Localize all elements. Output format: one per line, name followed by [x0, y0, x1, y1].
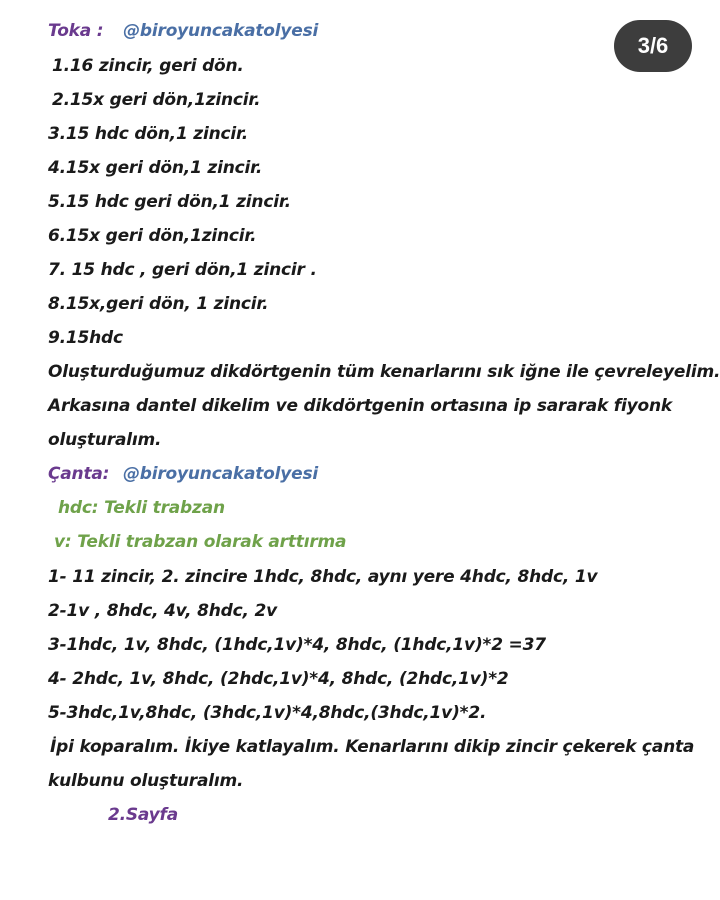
legend-hdc: hdc: Tekli trabzan	[58, 498, 225, 518]
toka-instruction-2: Arkasına dantel dikelim ve dikdörtgenin ortasına ip sararak fiyonk	[48, 396, 672, 416]
canta-heading: Çanta:	[48, 464, 110, 484]
canta-instruction-1: İpi koparalım. İkiye katlayalım. Kenarlarını dikip zincir çekerek çanta	[50, 737, 695, 757]
canta-row-3: 3-1hdc, 1v, 8hdc, (1hdc,1v)*4, 8hdc, (1hdc,1v)*2 =37	[48, 635, 546, 655]
toka-instruction-3: oluşturalım.	[48, 430, 162, 450]
legend-v: v: Tekli trabzan olarak arttırma	[54, 532, 347, 552]
page-label: 2.Sayfa	[108, 805, 179, 825]
toka-row-9: 9.15hdc	[48, 328, 123, 348]
toka-row-7: 7. 15 hdc , geri dön,1 zincir .	[48, 260, 317, 280]
canta-handle: @biroyuncakatolyesi	[122, 464, 319, 484]
toka-heading-line	[48, 20, 318, 42]
canta-row-5: 5-3hdc,1v,8hdc, (3hdc,1v)*4,8hdc,(3hdc,1v)*2.	[48, 703, 487, 723]
canta-instruction-2: kulbunu oluşturalım.	[48, 771, 244, 791]
canta-row-1: 1- 11 zincir, 2. zincire 1hdc, 8hdc, aynı yere 4hdc, 8hdc, 1v	[48, 567, 598, 587]
toka-heading: Toka :	[48, 21, 104, 41]
canta-row-4: 4- 2hdc, 1v, 8hdc, (2hdc,1v)*4, 8hdc, (2hdc,1v)*2	[48, 669, 509, 689]
toka-row-1: 1.16 zincir, geri dön.	[52, 56, 244, 76]
toka-row-8: 8.15x,geri dön, 1 zincir.	[48, 294, 269, 314]
toka-row-3: 3.15 hdc dön,1 zincir.	[48, 124, 249, 144]
canta-row-2: 2-1v , 8hdc, 4v, 8hdc, 2v	[48, 601, 278, 621]
canta-heading-line	[48, 463, 318, 485]
page-indicator-badge: 3/6	[614, 20, 692, 72]
toka-instruction-1: Oluşturduğumuz dikdörtgenin tüm kenarlarını sık iğne ile çevreleyelim.	[48, 362, 720, 382]
toka-handle: @biroyuncakatolyesi	[123, 21, 319, 41]
toka-row-6: 6.15x geri dön,1zincir.	[48, 226, 257, 246]
toka-row-5: 5.15 hdc geri dön,1 zincir.	[48, 192, 291, 212]
toka-row-4: 4.15x geri dön,1 zincir.	[48, 158, 263, 178]
toka-row-2: 2.15x geri dön,1zincir.	[52, 90, 261, 110]
